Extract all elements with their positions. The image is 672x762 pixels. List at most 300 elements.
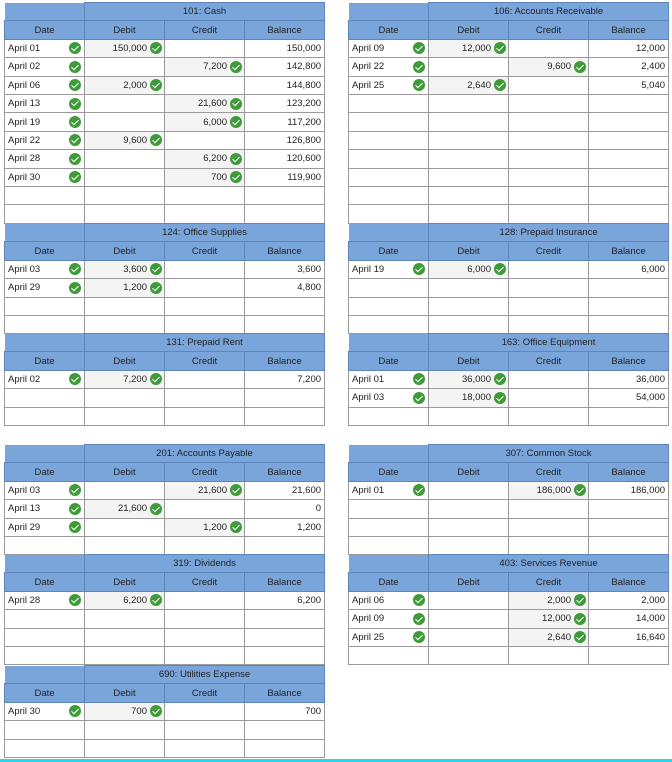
credit-input[interactable]: [165, 739, 245, 757]
balance-value: 126,800: [245, 131, 325, 149]
debit-value: 1,200: [123, 282, 147, 294]
balance-value: [245, 610, 325, 628]
credit-input[interactable]: [509, 297, 589, 315]
debit-input[interactable]: [85, 76, 165, 94]
credit-input[interactable]: [509, 628, 589, 646]
balance-value: [245, 646, 325, 664]
balance-value: 2,400: [589, 58, 669, 76]
debit-input[interactable]: [429, 113, 509, 131]
debit-input[interactable]: [85, 721, 165, 739]
credit-input[interactable]: [509, 536, 589, 554]
debit-input[interactable]: [85, 94, 165, 112]
date-value: April 29: [8, 282, 41, 294]
debit-input[interactable]: [85, 297, 165, 315]
date-value: April 09: [352, 613, 385, 625]
credit-value: 12,000: [541, 613, 571, 625]
debit-input[interactable]: [85, 481, 165, 499]
check-circle-icon: [413, 484, 425, 496]
date-cell[interactable]: [5, 260, 85, 278]
account-title-row: [349, 555, 669, 573]
ledger-403: [348, 554, 669, 665]
debit-input[interactable]: [429, 94, 509, 112]
empty-row: [349, 297, 669, 315]
date-cell[interactable]: [349, 279, 429, 297]
check-circle-icon: [150, 705, 162, 717]
debit-input[interactable]: [429, 315, 509, 333]
credit-input[interactable]: [165, 646, 245, 664]
credit-value: 2,640: [547, 631, 571, 643]
account-title-row: [349, 445, 669, 463]
debit-input[interactable]: [429, 39, 509, 57]
ledger-row: [349, 39, 669, 57]
credit-input[interactable]: [509, 94, 589, 112]
date-cell[interactable]: [349, 591, 429, 609]
debit-input[interactable]: [85, 518, 165, 536]
debit-value: 3,600: [123, 263, 147, 275]
account-title-row: [5, 666, 325, 684]
date-cell[interactable]: [349, 628, 429, 646]
check-circle-icon: [494, 373, 506, 385]
balance-value: [245, 186, 325, 204]
check-circle-icon: [494, 263, 506, 275]
title-spacer: [349, 224, 429, 242]
balance-value: [245, 536, 325, 554]
balance-value: 5,040: [589, 76, 669, 94]
empty-row: [349, 94, 669, 112]
date-cell[interactable]: [5, 518, 85, 536]
balance-value: 7,200: [245, 370, 325, 388]
debit-value: 2,640: [467, 79, 491, 91]
debit-input[interactable]: [429, 591, 509, 609]
date-cell[interactable]: [5, 168, 85, 186]
credit-input[interactable]: [509, 591, 589, 609]
credit-input[interactable]: [509, 389, 589, 407]
credit-input[interactable]: [165, 500, 245, 518]
credit-input[interactable]: [509, 150, 589, 168]
debit-input[interactable]: [429, 58, 509, 76]
date-cell[interactable]: [5, 702, 85, 720]
date-cell[interactable]: [349, 370, 429, 388]
credit-input[interactable]: [165, 131, 245, 149]
date-cell[interactable]: [349, 518, 429, 536]
account-title: 128: Prepaid Insurance: [429, 224, 669, 242]
check-circle-icon: [69, 484, 81, 496]
credit-input[interactable]: [165, 628, 245, 646]
credit-input[interactable]: [165, 279, 245, 297]
debit-input[interactable]: [429, 389, 509, 407]
header-credit: Credit: [509, 573, 589, 591]
credit-input[interactable]: [509, 646, 589, 664]
account-title: 307: Common Stock: [429, 445, 669, 463]
debit-input[interactable]: [429, 76, 509, 94]
credit-input[interactable]: [509, 131, 589, 149]
header-balance: Balance: [245, 684, 325, 702]
date-cell[interactable]: [349, 205, 429, 223]
debit-input[interactable]: [85, 260, 165, 278]
debit-value: 9,600: [123, 134, 147, 146]
debit-input[interactable]: [85, 407, 165, 425]
date-cell[interactable]: [5, 297, 85, 315]
date-cell[interactable]: [349, 76, 429, 94]
ledger-row: [5, 94, 325, 112]
ledger-row: [349, 481, 669, 499]
date-cell[interactable]: [5, 536, 85, 554]
debit-value: 12,000: [461, 42, 491, 54]
check-circle-icon: [69, 503, 81, 515]
credit-input[interactable]: [509, 481, 589, 499]
date-cell[interactable]: [349, 646, 429, 664]
debit-input[interactable]: [429, 186, 509, 204]
credit-input[interactable]: [509, 610, 589, 628]
header-debit: Debit: [85, 684, 165, 702]
debit-value: 6,000: [467, 263, 491, 275]
credit-input[interactable]: [509, 279, 589, 297]
debit-input[interactable]: [85, 279, 165, 297]
empty-row: [5, 315, 325, 333]
date-cell[interactable]: [349, 168, 429, 186]
debit-input[interactable]: [85, 150, 165, 168]
debit-input[interactable]: [429, 168, 509, 186]
empty-row: [5, 407, 325, 425]
check-circle-icon: [69, 373, 81, 385]
check-circle-icon: [230, 521, 242, 533]
debit-input[interactable]: [85, 500, 165, 518]
debit-input[interactable]: [85, 389, 165, 407]
header-credit: Credit: [165, 352, 245, 370]
date-cell[interactable]: [349, 186, 429, 204]
credit-input[interactable]: [165, 610, 245, 628]
ledger-row: [349, 610, 669, 628]
debit-input[interactable]: [85, 591, 165, 609]
balance-value: [589, 646, 669, 664]
credit-input[interactable]: [509, 76, 589, 94]
check-circle-icon: [574, 613, 586, 625]
check-circle-icon: [150, 373, 162, 385]
debit-input[interactable]: [429, 518, 509, 536]
date-cell[interactable]: [5, 186, 85, 204]
debit-input[interactable]: [429, 205, 509, 223]
debit-input[interactable]: [429, 279, 509, 297]
header-date: Date: [349, 352, 429, 370]
balance-value: [589, 131, 669, 149]
empty-row: [5, 205, 325, 223]
credit-input[interactable]: [165, 297, 245, 315]
balance-value: [589, 94, 669, 112]
check-circle-icon: [574, 61, 586, 73]
debit-input[interactable]: [85, 58, 165, 76]
date-cell[interactable]: [5, 150, 85, 168]
date-cell[interactable]: [5, 131, 85, 149]
check-circle-icon: [413, 373, 425, 385]
credit-input[interactable]: [165, 168, 245, 186]
credit-input[interactable]: [165, 113, 245, 131]
balance-value: [245, 721, 325, 739]
debit-input[interactable]: [85, 39, 165, 57]
empty-row: [5, 628, 325, 646]
ledger-row: [349, 370, 669, 388]
date-cell[interactable]: [349, 315, 429, 333]
credit-input[interactable]: [165, 407, 245, 425]
debit-input[interactable]: [85, 168, 165, 186]
date-cell[interactable]: [5, 76, 85, 94]
date-cell[interactable]: [349, 536, 429, 554]
debit-input[interactable]: [85, 646, 165, 664]
balance-value: [245, 315, 325, 333]
column-header-row: [5, 684, 325, 702]
column-header-row: [349, 242, 669, 260]
balance-value: 54,000: [589, 389, 669, 407]
date-cell[interactable]: [349, 150, 429, 168]
ledger-101: [4, 2, 325, 224]
header-debit: Debit: [85, 21, 165, 39]
empty-row: [5, 186, 325, 204]
header-date: Date: [349, 242, 429, 260]
date-cell[interactable]: [5, 279, 85, 297]
debit-value: 700: [131, 705, 147, 717]
balance-value: [245, 407, 325, 425]
check-circle-icon: [69, 171, 81, 183]
column-header-row: [5, 21, 325, 39]
date-cell[interactable]: [349, 58, 429, 76]
date-cell[interactable]: [349, 39, 429, 57]
debit-input[interactable]: [429, 407, 509, 425]
date-cell[interactable]: [349, 113, 429, 131]
date-value: April 22: [352, 61, 385, 73]
ledger-row: [5, 260, 325, 278]
ledger-163: [348, 333, 669, 426]
balance-value: 6,200: [245, 591, 325, 609]
title-spacer: [349, 3, 429, 21]
account-title: 131: Prepaid Rent: [85, 334, 325, 352]
debit-input[interactable]: [85, 186, 165, 204]
credit-input[interactable]: [165, 205, 245, 223]
debit-input[interactable]: [429, 646, 509, 664]
check-circle-icon: [413, 42, 425, 54]
debit-input[interactable]: [85, 205, 165, 223]
debit-input[interactable]: [85, 315, 165, 333]
credit-input[interactable]: [165, 702, 245, 720]
credit-input[interactable]: [165, 518, 245, 536]
check-circle-icon: [69, 79, 81, 91]
debit-input[interactable]: [429, 150, 509, 168]
date-cell[interactable]: [349, 481, 429, 499]
date-cell[interactable]: [5, 389, 85, 407]
debit-input[interactable]: [429, 536, 509, 554]
date-cell[interactable]: [349, 260, 429, 278]
date-cell[interactable]: [5, 591, 85, 609]
balance-value: [589, 168, 669, 186]
debit-input[interactable]: [429, 610, 509, 628]
balance-value: 12,000: [589, 39, 669, 57]
balance-value: 21,600: [245, 481, 325, 499]
credit-input[interactable]: [165, 536, 245, 554]
debit-input[interactable]: [85, 536, 165, 554]
header-debit: Debit: [429, 21, 509, 39]
date-cell[interactable]: [5, 739, 85, 757]
credit-value: 21,600: [197, 484, 227, 496]
date-cell[interactable]: [5, 113, 85, 131]
date-cell[interactable]: [349, 131, 429, 149]
ledger-row: [349, 58, 669, 76]
date-cell[interactable]: [5, 481, 85, 499]
check-circle-icon: [69, 134, 81, 146]
debit-input[interactable]: [85, 739, 165, 757]
check-circle-icon: [150, 594, 162, 606]
date-cell[interactable]: [5, 39, 85, 57]
credit-input[interactable]: [509, 39, 589, 57]
header-credit: Credit: [165, 242, 245, 260]
debit-input[interactable]: [85, 113, 165, 131]
check-circle-icon: [69, 594, 81, 606]
balance-value: 700: [245, 702, 325, 720]
date-cell[interactable]: [5, 94, 85, 112]
check-circle-icon: [69, 116, 81, 128]
debit-input[interactable]: [429, 481, 509, 499]
account-title: 319: Dividends: [85, 555, 325, 573]
ledger-319: [4, 554, 325, 665]
check-circle-icon: [69, 282, 81, 294]
date-cell[interactable]: [5, 407, 85, 425]
date-cell[interactable]: [5, 315, 85, 333]
balance-value: [589, 407, 669, 425]
balance-value: [589, 500, 669, 518]
title-spacer: [349, 555, 429, 573]
credit-input[interactable]: [165, 76, 245, 94]
credit-input[interactable]: [165, 481, 245, 499]
debit-input[interactable]: [429, 628, 509, 646]
credit-input[interactable]: [509, 315, 589, 333]
date-cell[interactable]: [5, 58, 85, 76]
check-circle-icon: [574, 484, 586, 496]
date-cell[interactable]: [349, 94, 429, 112]
check-circle-icon: [574, 594, 586, 606]
debit-input[interactable]: [85, 628, 165, 646]
credit-input[interactable]: [509, 168, 589, 186]
empty-row: [349, 186, 669, 204]
date-value: April 25: [352, 79, 385, 91]
credit-input[interactable]: [509, 500, 589, 518]
credit-input[interactable]: [165, 315, 245, 333]
header-date: Date: [5, 573, 85, 591]
empty-row: [5, 536, 325, 554]
debit-input[interactable]: [429, 500, 509, 518]
ledger-row: [5, 370, 325, 388]
debit-value: 18,000: [461, 392, 491, 404]
credit-input[interactable]: [165, 591, 245, 609]
debit-input[interactable]: [85, 131, 165, 149]
debit-input[interactable]: [85, 370, 165, 388]
date-cell[interactable]: [5, 370, 85, 388]
credit-value: 6,000: [203, 116, 227, 128]
header-balance: Balance: [245, 573, 325, 591]
debit-input[interactable]: [429, 131, 509, 149]
header-debit: Debit: [85, 463, 165, 481]
date-cell[interactable]: [5, 500, 85, 518]
credit-input[interactable]: [509, 370, 589, 388]
date-value: April 01: [352, 484, 385, 496]
title-spacer: [5, 224, 85, 242]
header-credit: Credit: [509, 463, 589, 481]
header-date: Date: [349, 21, 429, 39]
balance-value: [245, 628, 325, 646]
credit-input[interactable]: [509, 518, 589, 536]
balance-value: 150,000: [245, 39, 325, 57]
check-circle-icon: [230, 98, 242, 110]
ledger-row: [5, 168, 325, 186]
balance-value: 120,600: [245, 150, 325, 168]
header-date: Date: [5, 352, 85, 370]
credit-input[interactable]: [165, 370, 245, 388]
credit-input[interactable]: [165, 150, 245, 168]
credit-input[interactable]: [165, 389, 245, 407]
credit-input[interactable]: [165, 260, 245, 278]
date-cell[interactable]: [349, 500, 429, 518]
balance-value: 123,200: [245, 94, 325, 112]
credit-input[interactable]: [509, 260, 589, 278]
balance-value: [245, 739, 325, 757]
date-cell[interactable]: [5, 721, 85, 739]
header-date: Date: [5, 463, 85, 481]
debit-input[interactable]: [429, 297, 509, 315]
credit-input[interactable]: [509, 186, 589, 204]
check-circle-icon: [574, 631, 586, 643]
date-cell[interactable]: [349, 297, 429, 315]
date-cell[interactable]: [5, 205, 85, 223]
date-cell[interactable]: [5, 628, 85, 646]
header-date: Date: [5, 684, 85, 702]
empty-row: [349, 407, 669, 425]
date-cell[interactable]: [349, 389, 429, 407]
header-credit: Credit: [165, 463, 245, 481]
credit-input[interactable]: [165, 186, 245, 204]
debit-input[interactable]: [429, 260, 509, 278]
empty-row: [349, 536, 669, 554]
credit-value: 7,200: [203, 61, 227, 73]
date-cell[interactable]: [5, 646, 85, 664]
empty-row: [5, 646, 325, 664]
column-header-row: [5, 573, 325, 591]
check-circle-icon: [150, 79, 162, 91]
ledger-row: [349, 628, 669, 646]
check-circle-icon: [69, 98, 81, 110]
date-value: April 02: [8, 61, 41, 73]
header-credit: Credit: [165, 684, 245, 702]
debit-input[interactable]: [85, 702, 165, 720]
date-cell[interactable]: [349, 407, 429, 425]
ledger-690: [4, 665, 325, 758]
credit-input[interactable]: [165, 39, 245, 57]
credit-input[interactable]: [509, 58, 589, 76]
credit-input[interactable]: [509, 407, 589, 425]
ledger-row: [5, 150, 325, 168]
credit-input[interactable]: [509, 113, 589, 131]
ledger-row: [5, 76, 325, 94]
debit-input[interactable]: [429, 370, 509, 388]
balance-value: 1,200: [245, 518, 325, 536]
date-cell[interactable]: [5, 610, 85, 628]
debit-input[interactable]: [85, 610, 165, 628]
credit-input[interactable]: [165, 58, 245, 76]
date-cell[interactable]: [349, 610, 429, 628]
balance-value: [589, 150, 669, 168]
credit-input[interactable]: [509, 205, 589, 223]
check-circle-icon: [230, 116, 242, 128]
credit-input[interactable]: [165, 721, 245, 739]
debit-value: 6,200: [123, 594, 147, 606]
credit-input[interactable]: [165, 94, 245, 112]
account-title-row: [5, 334, 325, 352]
check-circle-icon: [413, 263, 425, 275]
